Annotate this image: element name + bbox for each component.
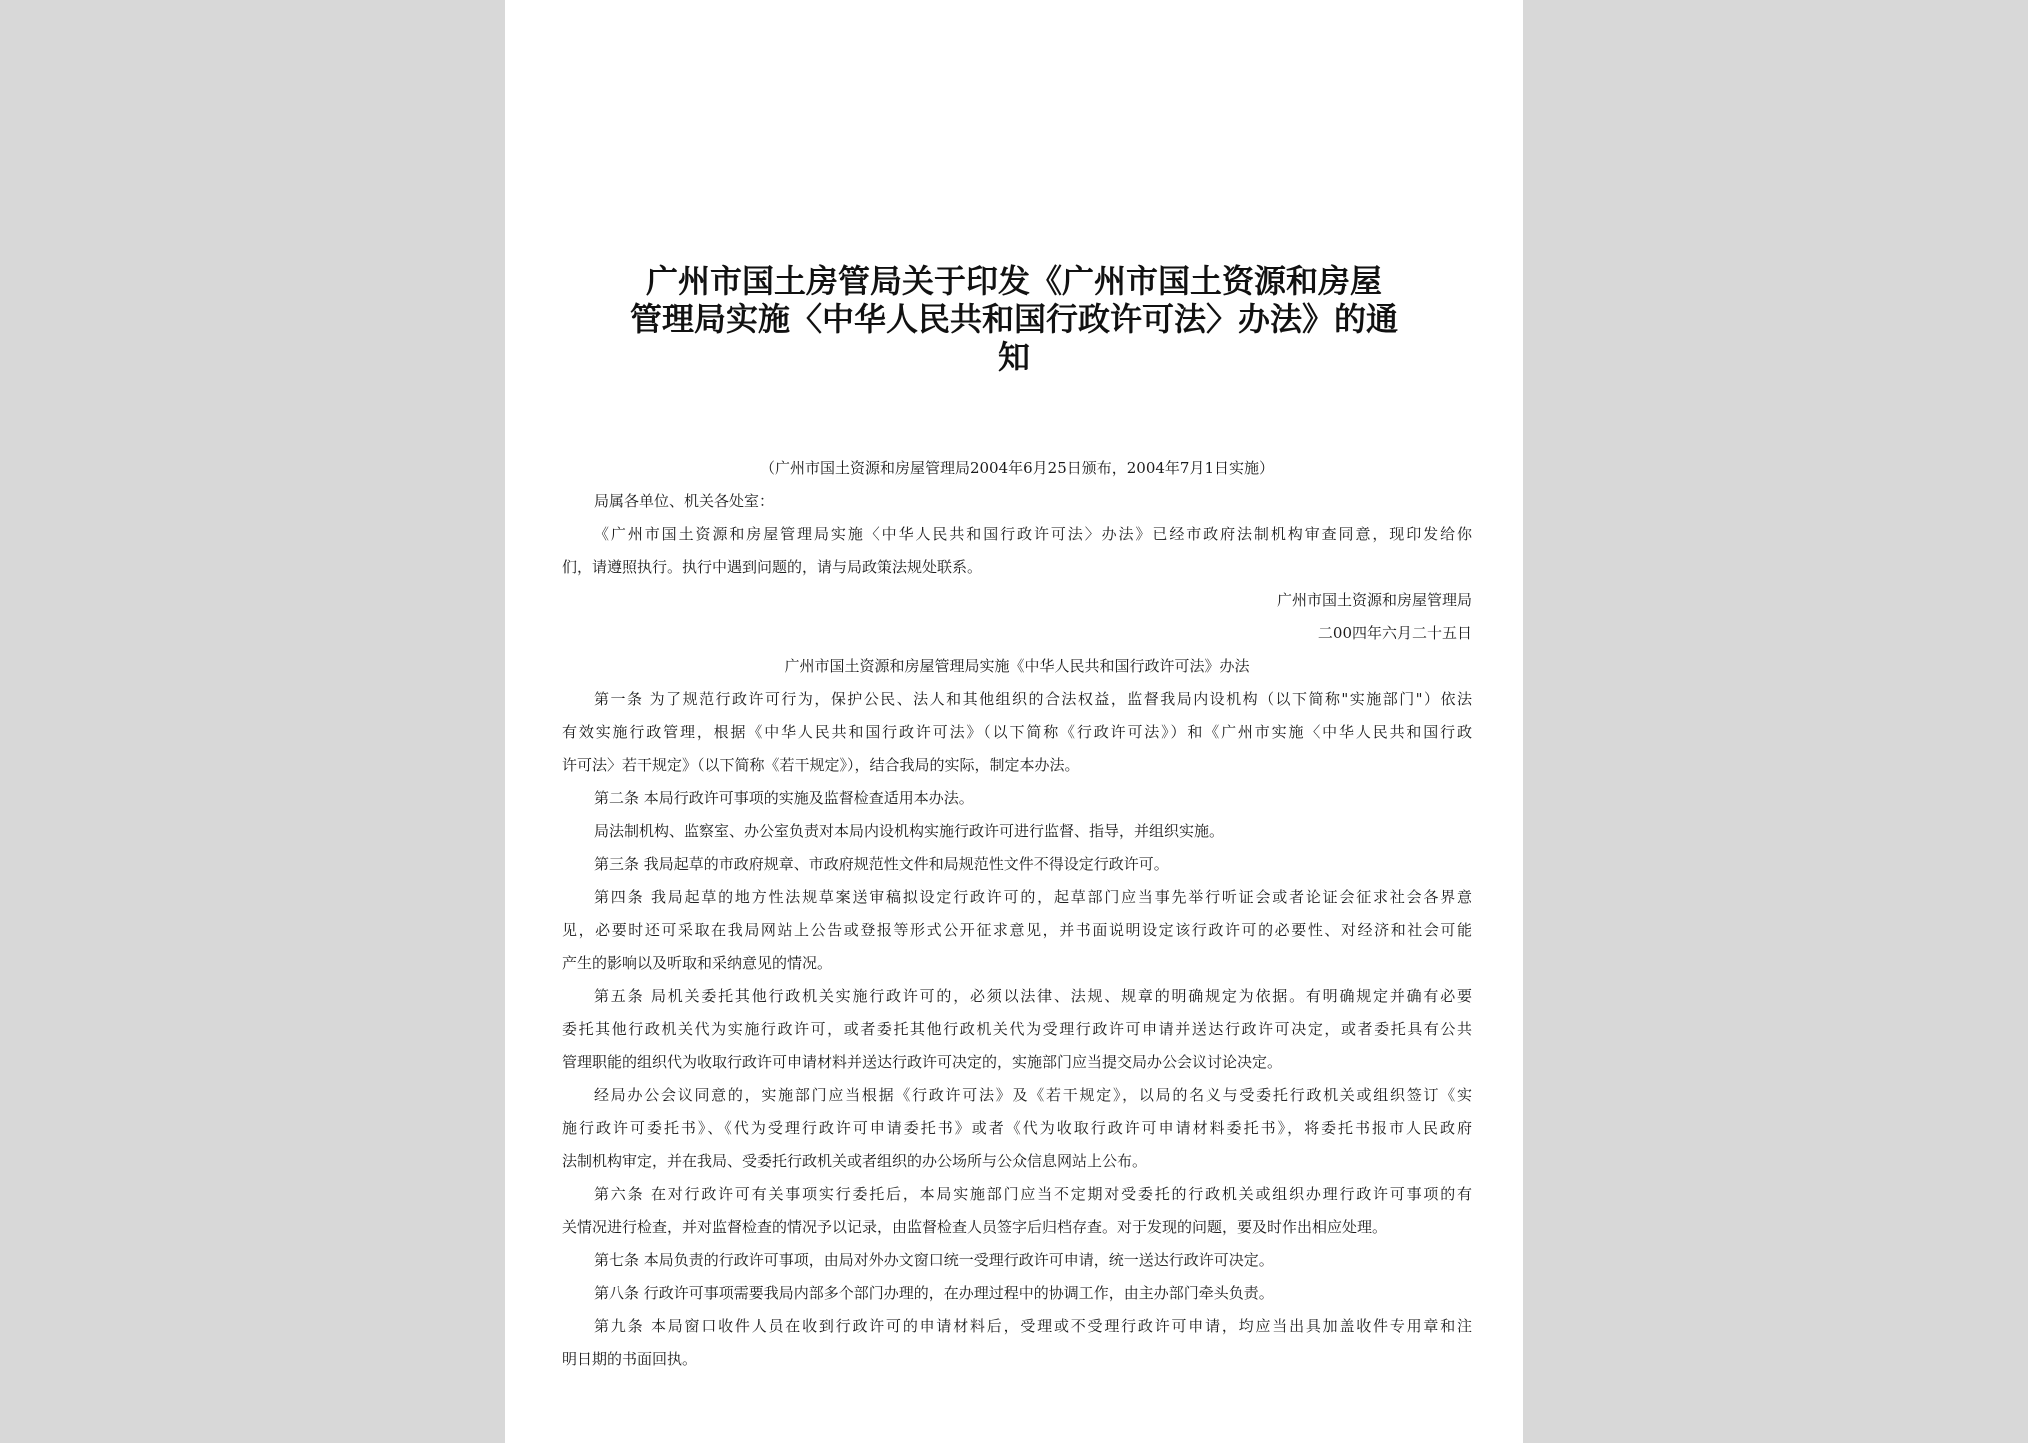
- intro-line: 《广州市国土资源和房屋管理局实施〈中华人民共和国行政许可法〉办法》已经市政府法制机构审查同意，现印发给你: [594, 525, 1472, 543]
- article-line: 第一条 为了规范行政许可行为，保护公民、法人和其他组织的合法权益，监督我局内设机构（以下简称"实施部门"）依法: [594, 690, 1472, 708]
- article-line: 管理职能的组织代为收取行政许可申请材料并送达行政许可决定的，实施部门应当提交局办公会议讨论决定。: [562, 1053, 1283, 1071]
- document-body: [562, 452, 1472, 1376]
- article-line: 第六条 在对行政许可有关事项实行委托后，本局实施部门应当不定期对受委托的行政机关或组织办理行政许可事项的有: [594, 1185, 1472, 1203]
- document-page: [505, 0, 1523, 1443]
- article-line: 有效实施行政管理，根据《中华人民共和国行政许可法》（以下简称《行政许可法》）和《广州市实施〈中华人民共和国行政: [562, 723, 1472, 741]
- article-line: 法制机构审定，并在我局、受委托行政机关或者组织的办公场所与公众信息网站上公布。: [562, 1152, 1148, 1170]
- title-line: 管理局实施〈中华人民共和国行政许可法〉办法》的通: [629, 300, 1398, 338]
- article-line: 第八条 行政许可事项需要我局内部多个部门办理的，在办理过程中的协调工作，由主办部门牵头负责。: [594, 1284, 1274, 1302]
- signature-date: 二00四年六月二十五日: [1317, 624, 1472, 642]
- intro-line: 们，请遵照执行。执行中遇到问题的，请与局政策法规处联系。: [562, 558, 983, 576]
- article-line: 施行政许可委托书》、《代为受理行政许可申请委托书》或者《代为收取行政许可申请材料委托书》，将委托书报市人民政府: [562, 1119, 1472, 1137]
- article-line: 产生的影响以及听取和采纳意见的情况。: [562, 954, 833, 972]
- article-line: 第三条 我局起草的市政府规章、市政府规范性文件和局规范性文件不得设定行政许可。: [594, 855, 1169, 873]
- article-line: 见，必要时还可采取在我局网站上公告或登报等形式公开征求意见，并书面说明设定该行政许可的必要性、对经济和社会可能: [562, 921, 1472, 939]
- signature-org: 广州市国土资源和房屋管理局: [1276, 591, 1472, 609]
- title-line: 广州市国土房管局关于印发《广州市国土资源和房屋: [645, 262, 1382, 300]
- article-line: 委托其他行政机关代为实施行政许可，或者委托其他行政机关代为受理行政许可申请并送达行政许可决定，或者委托具有公共: [562, 1020, 1472, 1038]
- article-line: 许可法〉若干规定》（以下简称《若干规定》），结合我局的实际，制定本办法。: [562, 756, 1080, 774]
- issuance-note: （广州市国土资源和房屋管理局2004年6月25日颁布，2004年7月1日实施）: [759, 459, 1275, 477]
- measures-title: 广州市国土资源和房屋管理局实施《中华人民共和国行政许可法》办法: [784, 657, 1250, 675]
- title-line: 知: [997, 338, 1030, 376]
- article-line: 第九条 本局窗口收件人员在收到行政许可的申请材料后，受理或不受理行政许可申请，均应当出具加盖收件专用章和注: [594, 1317, 1472, 1335]
- article-line: 第七条 本局负责的行政许可事项，由局对外办文窗口统一受理行政许可申请，统一送达行政许可决定。: [594, 1251, 1274, 1269]
- article-line: 第四条 我局起草的地方性法规草案送审稿拟设定行政许可的，起草部门应当事先举行听证会或者论证会征求社会各界意: [594, 888, 1472, 906]
- salutation: 局属各单位、机关各处室：: [594, 492, 775, 510]
- document-title: [545, 262, 1483, 376]
- article-line: 第二条 本局行政许可事项的实施及监督检查适用本办法。: [594, 789, 974, 807]
- article-line: 关情况进行检查，并对监督检查的情况予以记录，由监督检查人员签字后归档存查。对于发现的问题，要及时作出相应处理。: [562, 1218, 1388, 1236]
- article-line: 经局办公会议同意的，实施部门应当根据《行政许可法》及《若干规定》，以局的名义与受委托行政机关或组织签订《实: [594, 1086, 1472, 1104]
- article-line: 第五条 局机关委托其他行政机关实施行政许可的，必须以法律、法规、规章的明确规定为依据。有明确规定并确有必要: [594, 987, 1472, 1005]
- article-line: 明日期的书面回执。: [562, 1350, 698, 1368]
- article-line: 局法制机构、监察室、办公室负责对本局内设机构实施行政许可进行监督、指导，并组织实施。: [594, 822, 1225, 840]
